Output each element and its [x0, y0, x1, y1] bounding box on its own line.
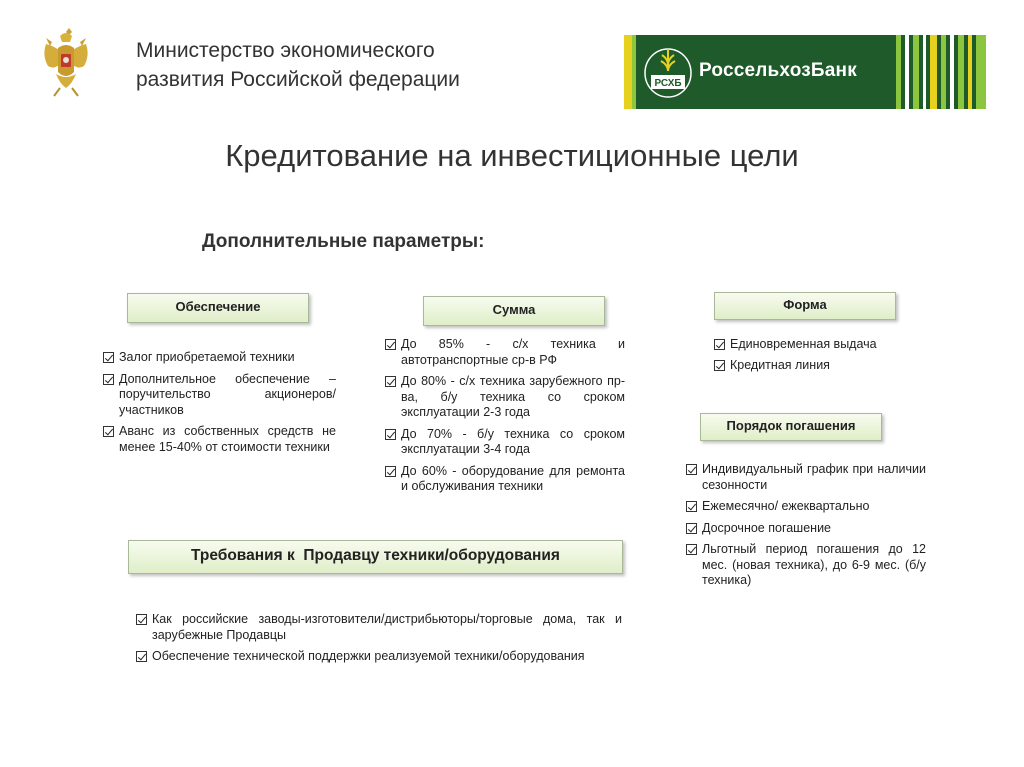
checkbox-icon [385, 429, 396, 440]
list-item: Единовременная выдача [714, 337, 934, 353]
ministry-name [136, 36, 556, 94]
svg-text:РСХБ: РСХБ [654, 78, 682, 89]
banner-stripe [976, 35, 986, 109]
banner-stripe [632, 35, 636, 109]
list-item: До 80% - с/х техника зарубежного пр-ва, б/у техника со сроком эксплуатации 2-3 года [385, 374, 625, 421]
list-item: Как российские заводы-изготовители/дистрибьюторы/торговые дома, так и зарубежные Продавцы [136, 612, 622, 643]
list-item: Индивидуальный график при наличии сезонности [686, 462, 926, 493]
list-item: До 70% - б/у техника со сроком эксплуатации 3-4 года [385, 427, 625, 458]
banner-stripe [941, 35, 946, 109]
list-item: Ежемесячно/ ежеквартально [686, 499, 926, 515]
banner-stripe [930, 35, 937, 109]
amount-list [385, 337, 625, 501]
repayment-list [686, 462, 926, 595]
checkbox-icon [103, 352, 114, 363]
list-item: Залог приобретаемой техники [103, 350, 336, 366]
seller-requirements-list [136, 612, 622, 671]
repayment-heading-box: Порядок погашения [700, 413, 882, 441]
russian-emblem-icon [40, 26, 92, 98]
slide-title: Кредитование на инвестиционные цели [225, 138, 799, 173]
list-item: Кредитная линия [714, 358, 934, 374]
list-item: Досрочное погашение [686, 521, 926, 537]
list-item: Льготный период погашения до 12 мес. (новая техника), до 6-9 мес. (б/у техника) [686, 542, 926, 589]
checkbox-icon [136, 651, 147, 662]
banner-stripe [950, 35, 954, 109]
list-item: Дополнительное обеспечение – поручительство акционеров/участников [103, 372, 336, 419]
ministry-line-2: развития Российской федерации [136, 68, 460, 91]
security-heading-box: Обеспечение [127, 293, 309, 323]
form-heading-box: Форма [714, 292, 896, 320]
list-item: Обеспечение технической поддержки реализуемой техники/оборудования [136, 649, 622, 665]
banner-stripe [968, 35, 972, 109]
checkbox-icon [103, 374, 114, 385]
list-item: До 85% - с/х техника и автотранспортные ср-в РФ [385, 337, 625, 368]
amount-heading-box: Сумма [423, 296, 605, 326]
checkbox-icon [103, 426, 114, 437]
banner-stripe [624, 35, 632, 109]
checkbox-icon [714, 339, 725, 350]
checkbox-icon [686, 544, 697, 555]
banner-stripe [923, 35, 926, 109]
ministry-line-1: Министерство экономического [136, 39, 435, 62]
bank-name: РоссельхозБанк [699, 60, 857, 81]
checkbox-icon [686, 523, 697, 534]
form-list [714, 337, 934, 379]
banner-stripe [905, 35, 909, 109]
banner-stripe [913, 35, 919, 109]
banner-stripe [958, 35, 964, 109]
banner-stripe [896, 35, 901, 109]
checkbox-icon [385, 466, 396, 477]
seller-requirements-heading-box: Требования к Продавцу техники/оборудования [128, 540, 623, 574]
security-list [103, 350, 336, 461]
list-item: Аванс из собственных средств не менее 15-40% от стоимости техники [103, 424, 336, 455]
checkbox-icon [714, 360, 725, 371]
checkbox-icon [686, 501, 697, 512]
checkbox-icon [686, 464, 697, 475]
checkbox-icon [385, 339, 396, 350]
slide-subtitle: Дополнительные параметры: [202, 231, 485, 252]
bank-logo-icon [642, 43, 694, 101]
checkbox-icon [385, 376, 396, 387]
bank-banner [624, 35, 986, 109]
checkbox-icon [136, 614, 147, 625]
list-item: До 60% - оборудование для ремонта и обслуживания техники [385, 464, 625, 495]
